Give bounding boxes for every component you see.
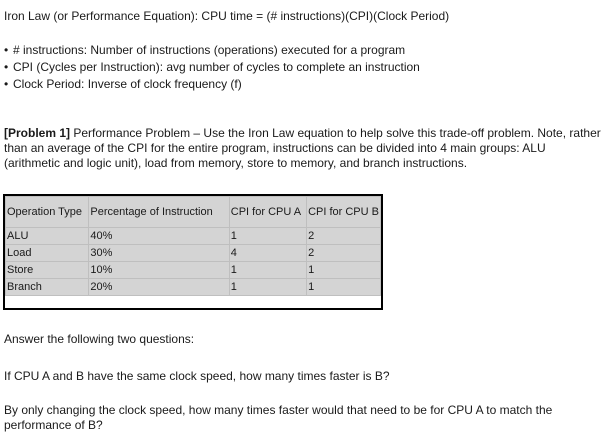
definition-item: • Clock Period: Inverse of clock frequency (f): [4, 77, 242, 91]
cell-cpi-a: 1: [229, 228, 306, 245]
cell-cpi-b: 2: [307, 245, 381, 262]
header-percentage: Percentage of Instruction: [89, 197, 229, 228]
bullet-icon: •: [4, 77, 9, 91]
cell-operation: Branch: [6, 279, 89, 296]
problem-text: Performance Problem – Use the Iron Law equation to help solve this trade-off problem. Note, rather than an average of the CPI for the entire program, instructions can be divided into 4 main groups: ALU (arithmetic and logic unit), load from memory, store to memory, and branch instructions.: [4, 126, 601, 170]
table-row: [6, 245, 381, 262]
definition-item: • # instructions: Number of instructions (operations) executed for a program: [4, 43, 406, 57]
cell-percentage: 20%: [89, 279, 229, 296]
questions-intro: Answer the following two questions:: [4, 332, 195, 346]
bullet-icon: •: [4, 60, 9, 74]
definition-item: • CPI (Cycles per Instruction): avg number of cycles to complete an instruction: [4, 60, 420, 74]
bullet-icon: •: [4, 43, 9, 57]
table-row: [6, 228, 381, 245]
cell-cpi-b: 1: [307, 279, 381, 296]
table-header-row: [6, 197, 381, 228]
table-row: [6, 262, 381, 279]
cell-cpi-b: 2: [307, 228, 381, 245]
cell-cpi-a: 1: [229, 262, 306, 279]
cell-percentage: 40%: [89, 228, 229, 245]
cell-cpi-b: 1: [307, 262, 381, 279]
cell-cpi-a: 1: [229, 279, 306, 296]
cell-cpi-a: 4: [229, 245, 306, 262]
cell-operation: ALU: [6, 228, 89, 245]
problem-statement: [4, 126, 604, 171]
cell-operation: Load: [6, 245, 89, 262]
cpi-table: [3, 194, 383, 310]
question-1: If CPU A and B have the same clock speed, how many times faster is B?: [4, 369, 390, 383]
problem-label: [Problem 1]: [4, 126, 71, 140]
question-2: By only changing the clock speed, how many times faster would that need to be for CPU A to match the performance of B?: [4, 403, 553, 432]
cell-percentage: 30%: [89, 245, 229, 262]
cell-percentage: 10%: [89, 262, 229, 279]
header-operation-type: Operation Type: [6, 197, 89, 228]
cell-operation: Store: [6, 262, 89, 279]
header-cpi-b: CPI for CPU B: [307, 197, 381, 228]
table-row: [6, 279, 381, 296]
header-cpi-a: CPI for CPU A: [229, 197, 306, 228]
iron-law-heading: Iron Law (or Performance Equation): CPU time = (# instructions)(CPI)(Clock Period): [4, 9, 450, 23]
